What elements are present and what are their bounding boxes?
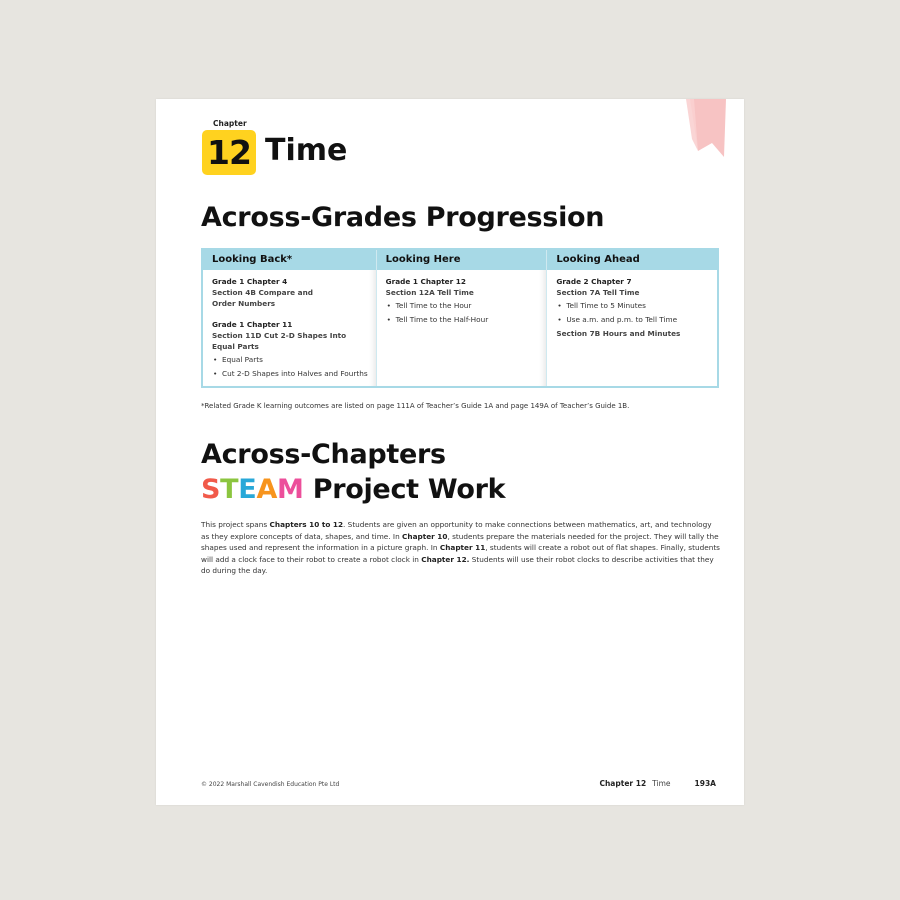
page-footer [599,779,716,788]
section-title: Order Numbers [212,299,276,308]
grade-chapter: Grade 1 Chapter 12 [385,277,466,286]
footer-chapter: Chapter 12 [599,779,647,788]
looking-back-column [203,250,377,386]
steam-heading-line2 [201,474,505,505]
section-title: Section 12A Tell Time [385,288,474,297]
column-header: Looking Here [377,250,547,270]
bookmark-ribbon-icon [684,99,726,157]
steam-letter: T [220,474,239,505]
steam-letter: E [238,474,257,505]
grade-chapter: Grade 1 Chapter 11 [212,320,293,329]
chapter-number-badge: 12 [202,130,256,175]
looking-ahead-column [547,250,717,386]
steam-letter: S [201,474,221,505]
page-number: 193A [694,779,716,788]
section-title: Section 7A Tell Time [556,288,640,297]
list-item: • Tell Time to the Half-Hour [386,314,539,325]
list-item: • Tell Time to 5 Minutes [556,300,709,311]
list-item: • Use a.m. and p.m. to Tell Time [556,314,709,325]
chapter-title: Time [265,133,348,168]
grade-chapter: Grade 2 Chapter 7 [556,277,632,286]
outcome-list [556,300,709,325]
list-item: • Cut 2-D Shapes into Halves and Fourths [212,368,368,379]
section-title: Section 11D Cut 2-D Shapes Into [212,331,347,340]
steam-letter: M [277,474,304,505]
textbook-page [156,99,744,805]
outcome-list [212,354,368,379]
copyright-text: © 2022 Marshall Cavendish Education Pte Ltd [201,781,340,788]
progression-table [201,248,719,388]
list-item: • Tell Time to the Hour [386,300,539,311]
looking-here-column [377,250,548,386]
section-title: Equal Parts [212,342,259,351]
steam-paragraph: This project spans Chapters 10 to 12. Students are given an opportunity to make connections between mathematics, art, and technology as they explore concepts of data, shapes, and time. In Chapter 10, students prepare the materials needed for the project. They will tally the shapes used and represent the information in a picture graph. In Chapter 11, students will create a robot out of flat shapes. Finally, students will add a clock face to their robot to create a robot clock in Chapter 12. Students will use their robot clocks to describe activities that they do during the day. [201,520,720,576]
progression-heading: Across-Grades Progression [201,202,605,233]
section-title: Section 7B Hours and Minutes [556,329,681,338]
footnote: *Related Grade K learning outcomes are listed on page 111A of Teacher’s Guide 1A and page 149A of Teacher’s Guide 1B. [201,402,630,410]
column-header: Looking Back* [203,250,376,270]
chapter-label: Chapter [213,119,247,128]
section-title: Section 4B Compare and [212,288,313,297]
steam-heading-line1: Across-Chapters [201,439,446,470]
column-header: Looking Ahead [547,250,717,270]
list-item: • Equal Parts [212,354,368,365]
steam-letter: A [256,474,278,505]
footer-topic: Time [652,779,671,788]
project-work-label: Project Work [303,474,506,505]
grade-chapter: Grade 1 Chapter 4 [212,277,288,286]
outcome-list [386,300,539,325]
